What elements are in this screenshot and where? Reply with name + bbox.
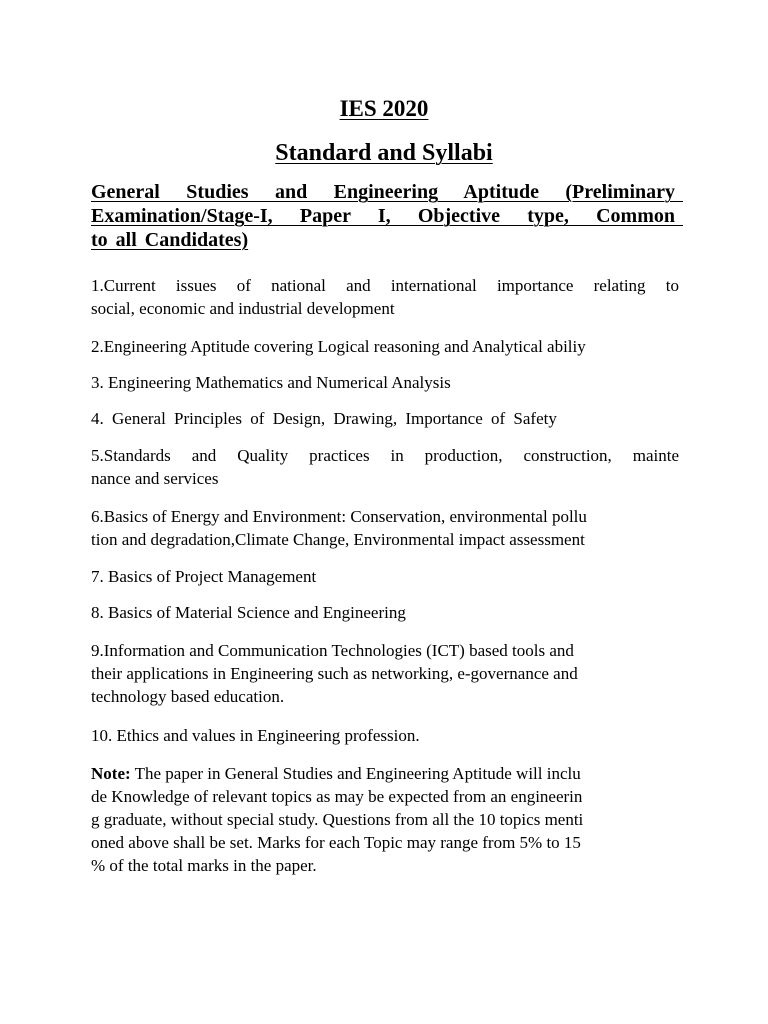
document-subtitle: Standard and Syllabi bbox=[275, 140, 493, 166]
syllabus-item-9 bbox=[91, 639, 679, 708]
paper-heading-line-1: General Studies and Engineering Aptitude (Preliminary bbox=[91, 181, 683, 203]
syllabus-item-5-line-2: nance and services bbox=[91, 469, 219, 488]
syllabus-item-1-line-2: social, economic and industrial development bbox=[91, 299, 395, 318]
syllabus-item-2 bbox=[91, 335, 679, 358]
document-title: IES 2020 bbox=[339, 96, 429, 121]
paper-heading bbox=[91, 180, 683, 252]
syllabus-item-9-line-1: 9.Information and Communication Technologies (ICT) based tools and bbox=[91, 641, 574, 660]
syllabus-item-6 bbox=[91, 505, 679, 551]
syllabus-item-5-line-1: 5.Standards and Quality practices in production, construction, mainte bbox=[91, 446, 679, 465]
syllabus-item-7-line-1: 7. Basics of Project Management bbox=[91, 567, 317, 586]
syllabus-item-4 bbox=[91, 407, 679, 430]
syllabus-item-3 bbox=[91, 371, 679, 394]
syllabus-item-5 bbox=[91, 444, 679, 490]
paper-heading-line-3: to all Candidates) bbox=[91, 229, 249, 251]
note-line-4: oned above shall be set. Marks for each Topic may range from 5% to 15 bbox=[91, 833, 581, 852]
note-line-5: % of the total marks in the paper. bbox=[91, 856, 317, 875]
syllabus-item-6-line-1: 6.Basics of Energy and Environment: Conservation, environmental pollu bbox=[91, 507, 587, 526]
syllabus-item-10 bbox=[91, 724, 679, 747]
syllabus-item-1-line-1: 1.Current issues of national and international importance relating to bbox=[91, 276, 679, 295]
syllabus-item-2-line-1: 2.Engineering Aptitude covering Logical reasoning and Analytical abiliy bbox=[91, 337, 586, 356]
syllabus-item-4-line-1: 4. General Principles of Design, Drawing, Importance of Safety bbox=[91, 409, 557, 428]
syllabus-item-9-line-2: their applications in Engineering such as networking, e-governance and bbox=[91, 664, 578, 683]
syllabus-item-9-line-3: technology based education. bbox=[91, 687, 285, 706]
paper-heading-line-2: Examination/Stage-I, Paper I, Objective type, Common bbox=[91, 205, 683, 227]
note-line-2: de Knowledge of relevant topics as may be expected from an engineerin bbox=[91, 787, 583, 806]
note-line-1: The paper in General Studies and Engineering Aptitude will inclu bbox=[130, 764, 581, 783]
note-block bbox=[91, 762, 679, 877]
syllabus-item-8 bbox=[91, 601, 679, 624]
syllabus-item-10-line-1: 10. Ethics and values in Engineering profession. bbox=[91, 726, 420, 745]
note-label: Note: bbox=[91, 764, 131, 783]
syllabus-item-8-line-1: 8. Basics of Material Science and Engineering bbox=[91, 603, 406, 622]
syllabus-item-7 bbox=[91, 565, 679, 588]
syllabus-item-6-line-2: tion and degradation,Climate Change, Environmental impact assessment bbox=[91, 530, 585, 549]
note-line-3: g graduate, without special study. Questions from all the 10 topics menti bbox=[91, 810, 584, 829]
syllabus-item-1 bbox=[91, 274, 679, 320]
syllabus-item-3-line-1: 3. Engineering Mathematics and Numerical Analysis bbox=[91, 373, 451, 392]
